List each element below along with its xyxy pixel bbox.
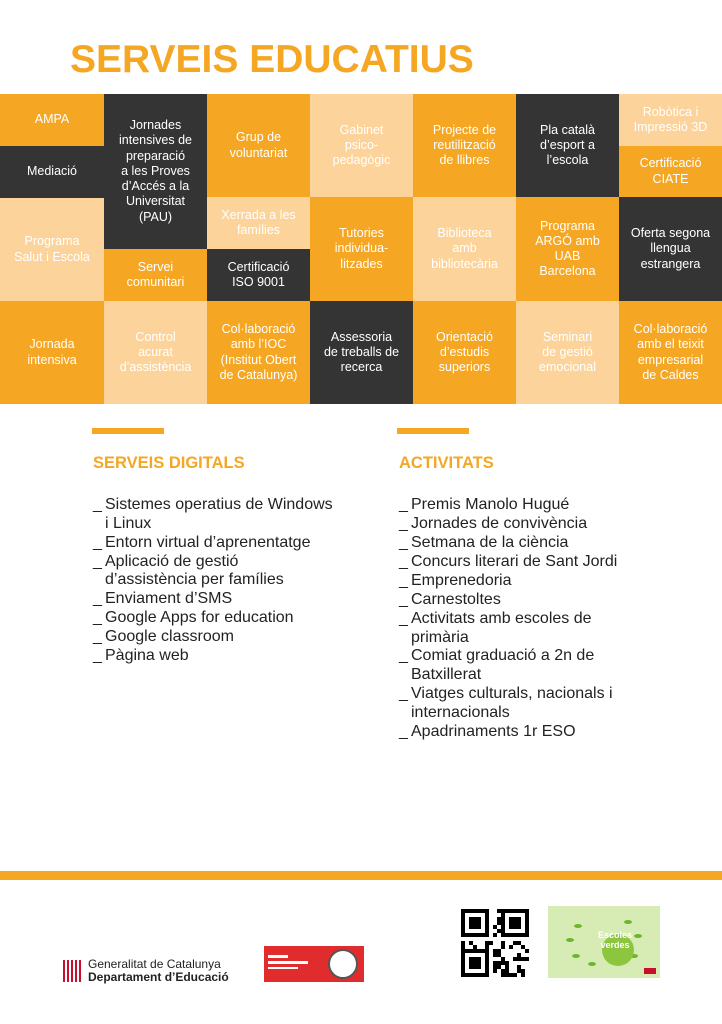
grid-cell-servei-comunitari: Servei comunitari — [104, 249, 207, 301]
services-grid — [0, 94, 722, 404]
list-item: _ Aplicació de gestió d’assistència per famílies — [93, 552, 284, 589]
grid-cell-iso: Certificació ISO 9001 — [207, 249, 310, 301]
certification-seal-icon — [328, 949, 358, 979]
list-item: _ Carnestoltes — [399, 590, 501, 608]
escoles-verdes-text: Escoles verdes — [598, 930, 633, 950]
grid-cell-argo: Programa ARGÓ amb UAB Barcelona — [516, 197, 619, 301]
list-item: _ Comiat graduació a 2n de Batxillerat — [399, 647, 595, 684]
digital-accent-bar — [92, 428, 164, 434]
generalitat-line1: Generalitat de Catalunya — [88, 957, 221, 971]
activitats-title: ACTIVITATS — [399, 454, 494, 472]
list-item: _ Premis Manolo Hugué — [399, 496, 570, 513]
grid-cell-assessoria: Assessoria de treballs de recerca — [310, 301, 413, 404]
bureau-veritas-logo — [264, 946, 364, 982]
list-item: _ Apadrinaments 1r ESO — [399, 722, 576, 740]
qr-code-icon — [461, 909, 529, 977]
activitats-list — [399, 496, 699, 742]
activitats-accent-bar — [397, 428, 469, 434]
grid-cell-teixit: Col·laboració amb el teixit empresarial de Caldes — [619, 301, 722, 404]
list-item: _ Emprenedoria — [399, 571, 512, 589]
list-item: _ Setmana de la ciència — [399, 533, 569, 551]
generalitat-emblem-icon — [62, 958, 82, 984]
list-item: _ Activitats amb escoles de primària — [399, 609, 592, 646]
grid-cell-ciate: Certificació CIATE — [619, 146, 722, 197]
footer-accent-bar — [0, 871, 722, 880]
digital-title: SERVEIS DIGITALS — [93, 454, 245, 472]
page-title: SERVEIS EDUCATIUS — [70, 38, 474, 81]
grid-cell-ampa: AMPA — [0, 94, 104, 146]
grid-cell-xerrada: Xerrada a les famílies — [207, 197, 310, 249]
list-item: _ Google classroom — [93, 628, 234, 646]
list-item: _ Concurs literari de Sant Jordi — [399, 552, 618, 570]
grid-cell-jornades-pau: Jornades intensives de preparació a les Proves d’Accés a la Universitat (PAU) — [104, 94, 207, 249]
grid-cell-tutories: Tutories individua- litzades — [310, 197, 413, 301]
grid-cell-salut: Programa Salut i Escola — [0, 198, 104, 301]
grid-cell-llengua: Oferta segona llengua estrangera — [619, 197, 722, 301]
grid-cell-biblioteca: Biblioteca amb bibliotecària — [413, 197, 516, 301]
list-item: _ Pàgina web — [93, 647, 189, 665]
digital-list — [93, 496, 383, 666]
list-item: _ Jornades de convivència — [399, 514, 588, 532]
grid-cell-reutilitzacio: Projecte de reutilització de llibres — [413, 94, 516, 197]
grid-cell-mediacio: Mediació — [0, 146, 104, 198]
grid-cell-gabinet: Gabinet psico- pedagògic — [310, 94, 413, 197]
grid-cell-control: Control acurat d’assistència — [104, 301, 207, 404]
generalitat-logo — [62, 958, 229, 984]
escoles-verdes-logo — [548, 906, 660, 978]
grid-cell-jornada-intensiva: Jornada intensiva — [0, 301, 104, 404]
grid-cell-ioc: Col·laboració amb l’IOC (Institut Obert de Catalunya) — [207, 301, 310, 404]
list-item: _ Enviament d’SMS — [93, 590, 233, 608]
list-item: _ Entorn virtual d’aprenentatge — [93, 533, 311, 551]
certification-text-icon — [268, 955, 312, 973]
grid-cell-esport: Pla català d’esport a l’escola — [516, 94, 619, 197]
grid-cell-voluntariat: Grup de voluntariat — [207, 94, 310, 197]
list-item: _ Google Apps for education — [93, 609, 294, 627]
generalitat-line2: Departament d’Educació — [88, 970, 229, 984]
grid-cell-orientacio: Orientació d’estudis superiors — [413, 301, 516, 404]
grid-cell-seminari: Seminari de gestió emocional — [516, 301, 619, 404]
grid-cell-robotica: Robòtica i Impressió 3D — [619, 94, 722, 146]
list-item: _ Viatges culturals, nacionals i internacionals — [399, 685, 613, 721]
list-item: _ Sistemes operatius de Windows i Linux — [93, 496, 333, 532]
